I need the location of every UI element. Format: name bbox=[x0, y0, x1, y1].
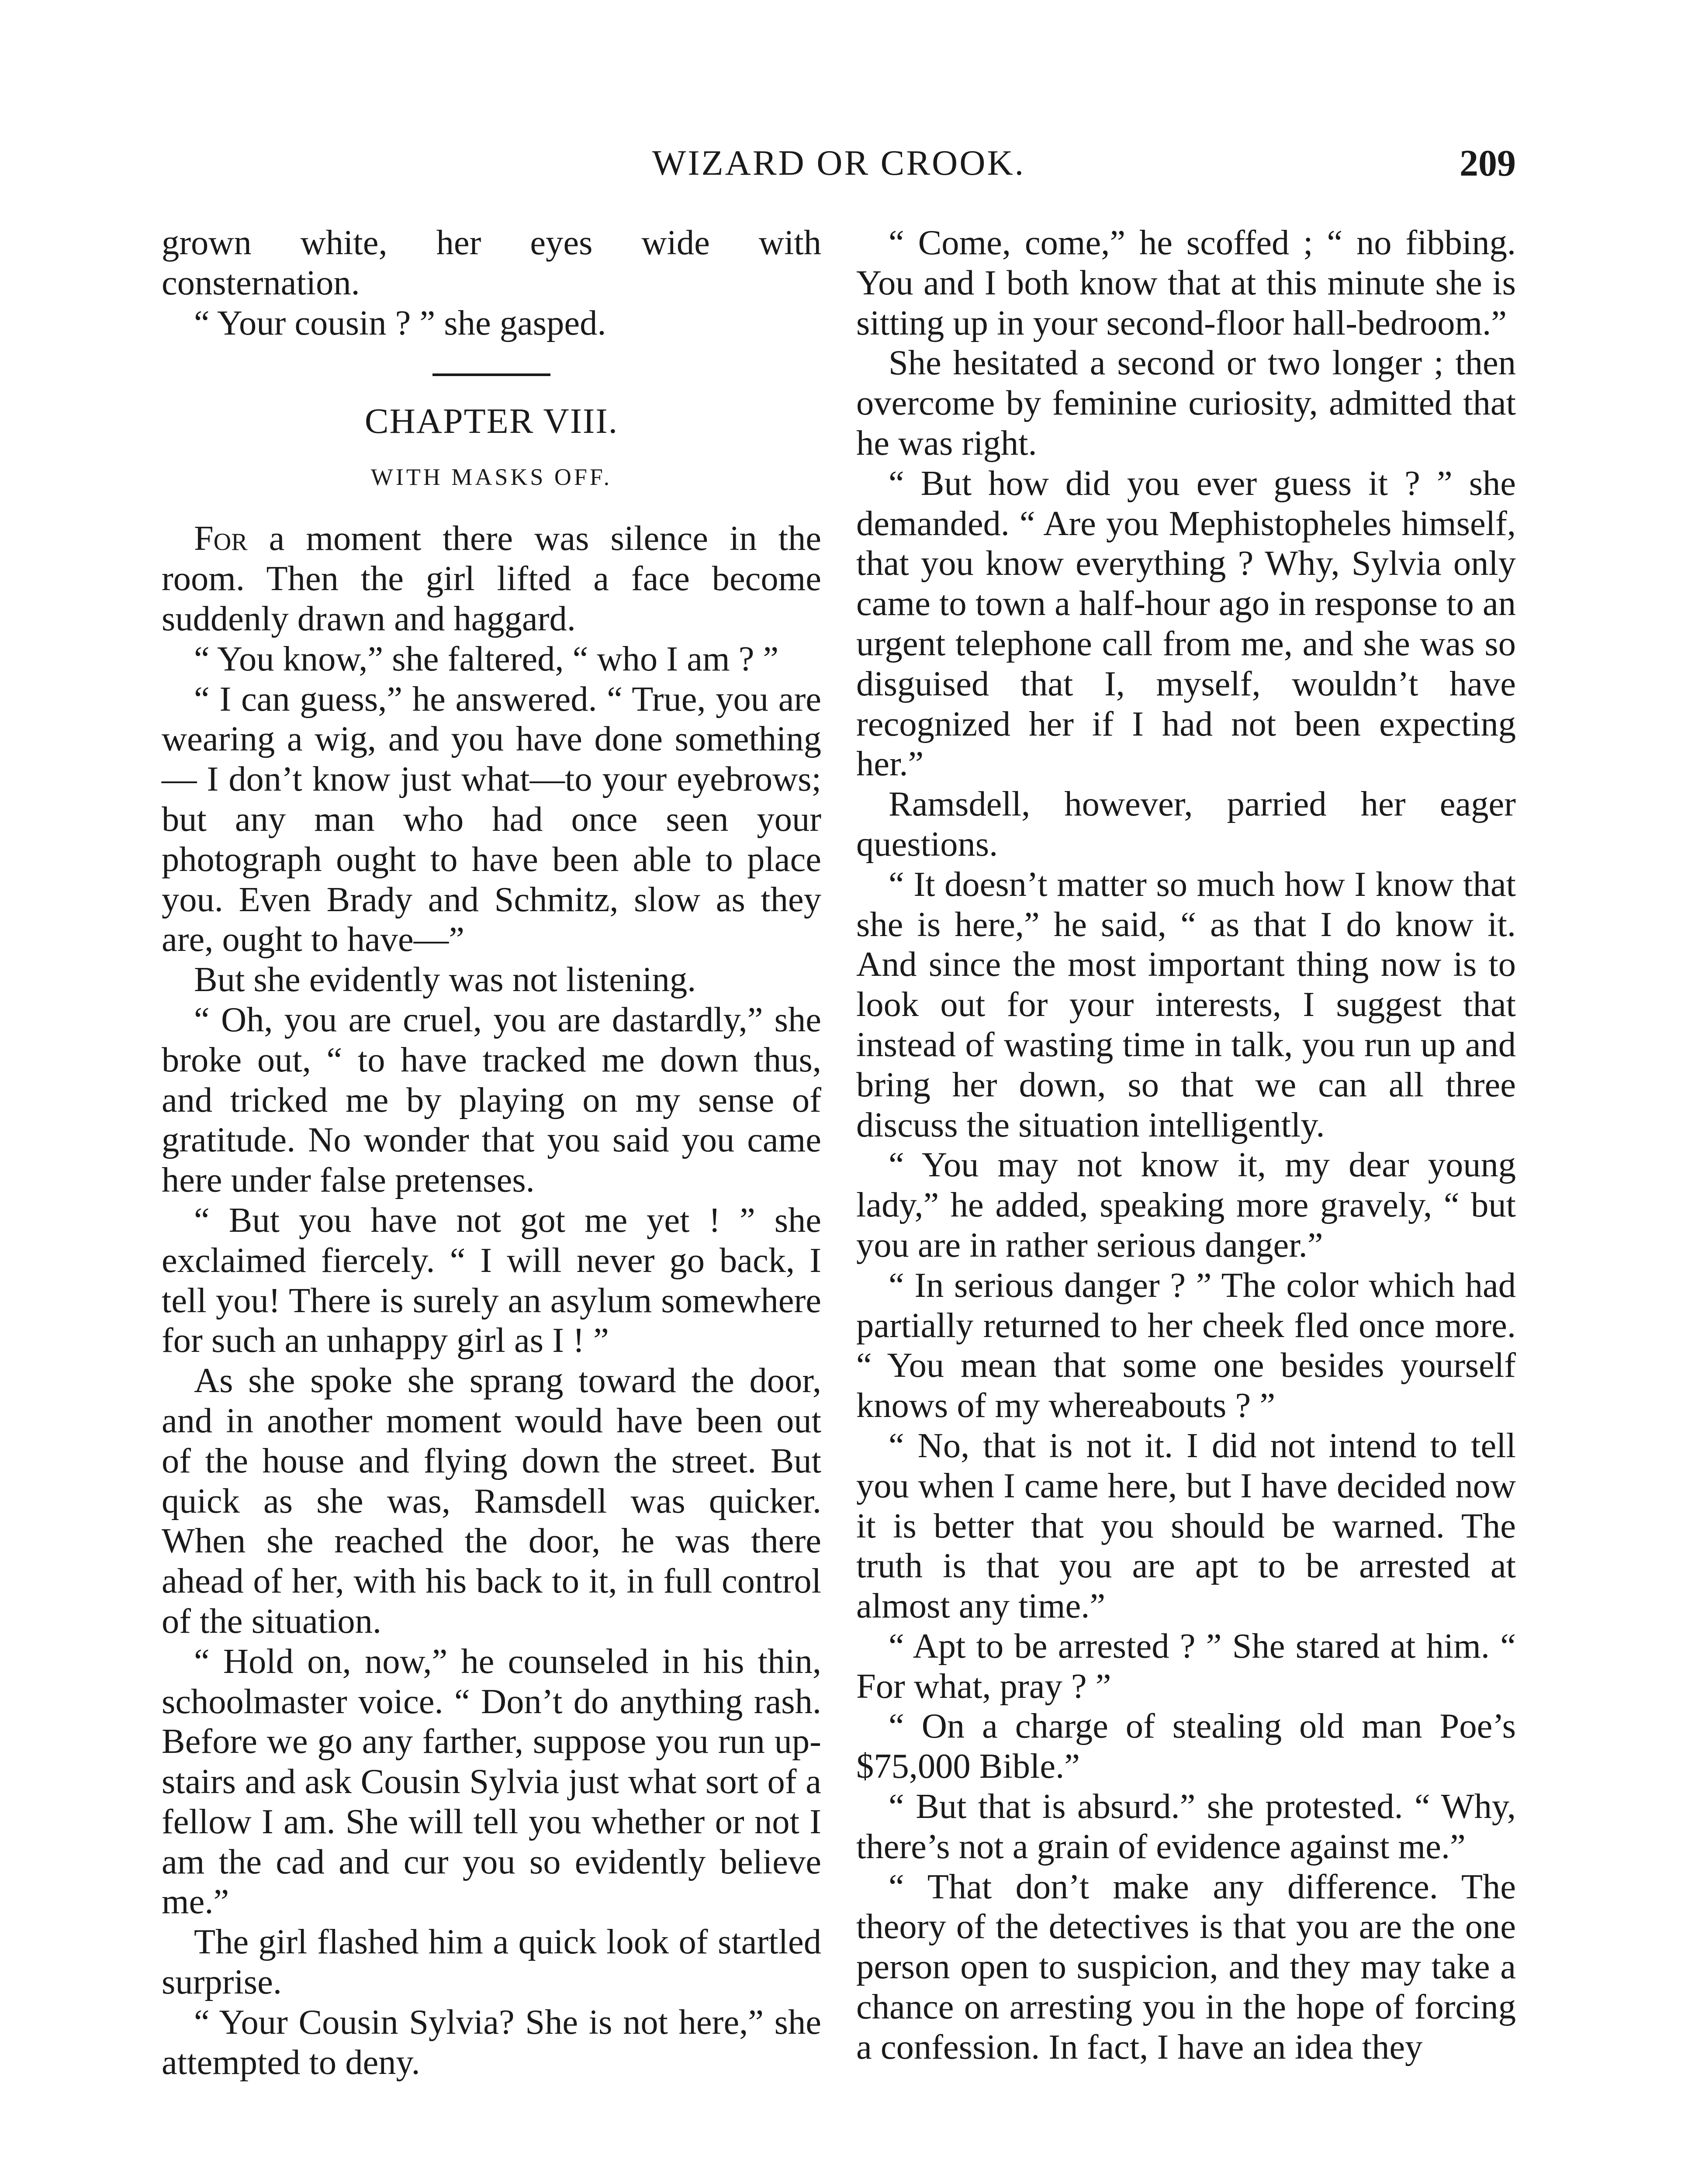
paragraph: “ Apt to be arrested ? ” She stared at him. “ For what, pray ? ” bbox=[856, 1626, 1516, 1706]
paragraph: “ You know,” she faltered, “ who I am ? ” bbox=[194, 639, 779, 678]
paragraph: But she evidently was not listening. bbox=[194, 960, 696, 999]
paragraph: “ In serious danger ? ” The color which had partially returned to her cheek fled once more. “ You mean that some one besides yourself knows of my whereabouts ? ” bbox=[856, 1265, 1516, 1425]
left-column bbox=[162, 223, 821, 2082]
chapter-title: CHAPTER VIII. bbox=[364, 401, 619, 441]
paragraph: Ramsdell, however, parried her eager questions. bbox=[856, 784, 1516, 864]
paragraph: “ Your Cousin Sylvia? She is not here,” she attempted to deny. bbox=[162, 2002, 821, 2082]
opening-paragraph bbox=[162, 518, 821, 639]
running-head bbox=[162, 139, 1516, 187]
section-rule bbox=[432, 373, 550, 376]
running-title: WIZARD OR CROOK. bbox=[652, 143, 1026, 183]
page-number: 209 bbox=[1460, 142, 1516, 184]
paragraph: “ But how did you ever guess it ? ” she demanded. “ Are you Mephistopheles himself, that you know everything ? Why, Sylvia only came to town a half-hour ago in response to an urgent telephone call from me, and she was so disguised that I, myself, wouldn’t have recognized her if I had not been expecting her.” bbox=[856, 463, 1516, 784]
paragraph: As she spoke she sprang toward the door, and in another moment would have been out of the house and flying down the street. But quick as she was, Ramsdell was quicker. When she reached the door, he was there ahead of her, with his back to it, in full control of the situation. bbox=[162, 1361, 821, 1641]
chapter-subtitle: WITH MASKS OFF. bbox=[370, 464, 612, 491]
paragraph: “ I can guess,” he answered. “ True, you are wearing a wig, and you have done something — I don’t know just what—to your eyebrows; but any man who had once seen your photograph ought to have been able to place you. Even Brady and Schmitz, slow as they are, ought to have—” bbox=[162, 679, 821, 959]
paragraph: “ You may not know it, my dear young lady,” he added, speaking more gravely, “ but you are in rather serious danger.” bbox=[856, 1145, 1516, 1265]
paragraph: “ Come, come,” he scoffed ; “ no fibbing. You and I both know that at this minute she is sitting up in your second-floor hall-bedroom.” bbox=[856, 223, 1516, 342]
opening-text: a moment there was silence in the room. Then the girl lifted a face become suddenly drawn and haggard. bbox=[162, 519, 821, 638]
paragraph: grown white, her eyes wide with consternation. bbox=[162, 223, 821, 302]
opening-word: For bbox=[194, 519, 248, 558]
paragraph: “ That don’t make any difference. The theory of the detectives is that you are the one person open to suspicion, and they may take a chance on arresting you in the hope of forcing a confession. In fact, I have an idea they bbox=[856, 1867, 1516, 2067]
paragraph: “ Oh, you are cruel, you are dastardly,” she broke out, “ to have tracked me down thus, and tricked me by playing on my sense of gratitude. No wonder that you said you came here under false pretenses. bbox=[162, 1000, 821, 1200]
paragraph: “ But that is absurd.” she protested. “ Why, there’s not a grain of evidence against me.” bbox=[856, 1787, 1516, 1866]
paragraph: “ Your cousin ? ” she gasped. bbox=[194, 303, 606, 342]
paragraph: The girl flashed him a quick look of startled surprise. bbox=[162, 1922, 821, 2002]
paragraph: “ No, that is not it. I did not intend to tell you when I came here, but I have decided now it is better that you should be warned. The truth is that you are apt to be arrested at almost any time.” bbox=[856, 1426, 1516, 1626]
paragraph: “ But you have not got me yet ! ” she exclaimed fiercely. “ I will never go back, I tell you! There is surely an asylum somewhere for such an unhappy girl as I ! ” bbox=[162, 1200, 821, 1360]
paragraph: “ It doesn’t matter so much how I know that she is here,” he said, “ as that I do know it. And since the most important thing now is to look out for your interests, I suggest that instead of wasting time in talk, you run up and bring her down, so that we can all three discuss the situation intelligently. bbox=[856, 864, 1516, 1144]
paragraph: “ Hold on, now,” he counseled in his thin, schoolmaster voice. “ Don’t do anything rash. Before we go any farther, suppose you run up-stairs and ask Cousin Sylvia just what sort of a fellow I am. She will tell you whether or not I am the cad and cur you so evidently believe me.” bbox=[162, 1641, 821, 1921]
paragraph: “ On a charge of stealing old man Poe’s $75,000 Bible.” bbox=[856, 1707, 1516, 1786]
right-column bbox=[856, 223, 1516, 2067]
paragraph: She hesitated a second or two longer ; then overcome by feminine curiosity, admitted that he was right. bbox=[856, 343, 1516, 463]
